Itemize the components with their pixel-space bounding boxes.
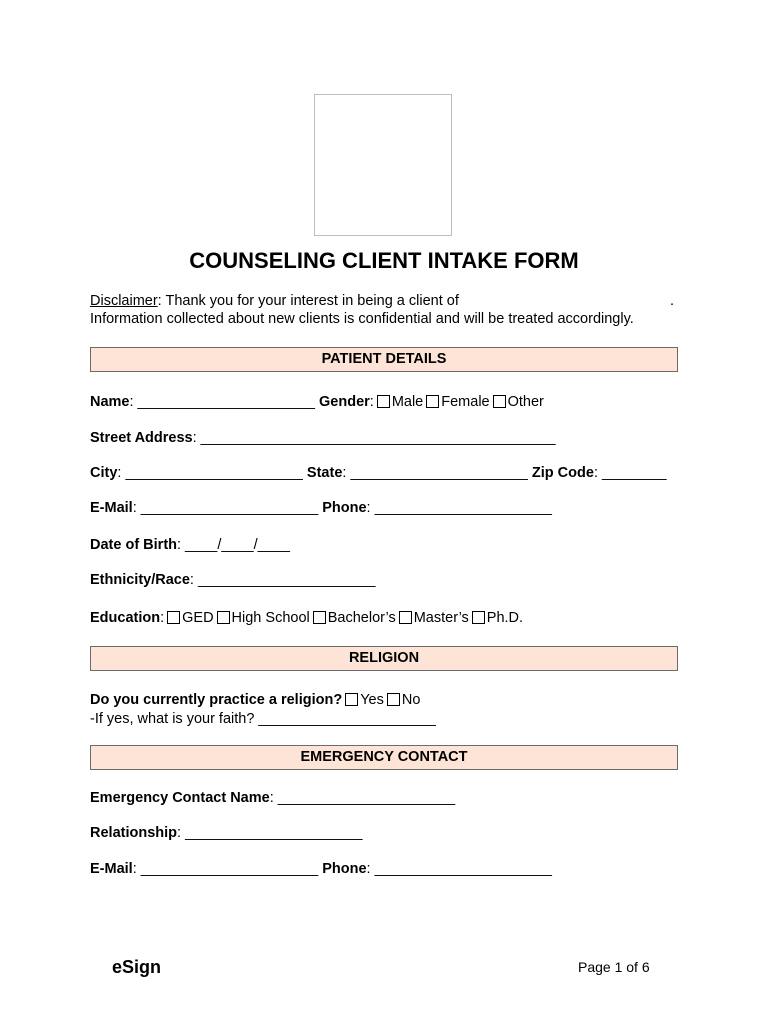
relationship-row: [90, 824, 363, 842]
email-field[interactable]: : ______________________: [132, 500, 319, 516]
email-phone-row: [90, 499, 552, 517]
zip-field[interactable]: : ________: [593, 465, 667, 481]
religion-row: Do you currently practice a religion? Yes No: [90, 692, 421, 708]
religion-yes-checkbox[interactable]: [345, 693, 358, 706]
state-field[interactable]: : ______________________: [342, 465, 528, 481]
disclaimer-line-2: Information collected about new clients is confidential and will be treated accordingly.: [90, 311, 634, 327]
name-label: Name: [90, 394, 130, 410]
education-highschool-checkbox[interactable]: [217, 611, 230, 624]
education-bachelors-checkbox[interactable]: [313, 611, 326, 624]
name-field[interactable]: : ______________________: [129, 394, 315, 410]
page-number: Page 1 of 6: [578, 959, 650, 975]
gender-female-checkbox[interactable]: [426, 395, 439, 408]
email-label: E-Mail: [90, 500, 133, 516]
religion-question: Do you currently practice a religion?: [90, 692, 343, 708]
ec-name-label: Emergency Contact Name: [90, 790, 270, 806]
faith-field[interactable]: -If yes, what is your faith? ______________________: [90, 711, 436, 727]
education-phd-checkbox[interactable]: [472, 611, 485, 624]
street-field[interactable]: : ____________________________________________: [192, 430, 556, 446]
disclaimer-period: .: [670, 293, 675, 309]
phone-field[interactable]: : ______________________: [366, 500, 553, 516]
street-label: Street Address: [90, 430, 193, 446]
ethnicity-label: Ethnicity/Race: [90, 572, 190, 588]
name-gender-row: Name: ______________________ Gender: Male Female Other: [90, 394, 544, 410]
ec-name-field[interactable]: : ______________________: [269, 790, 456, 806]
dob-row: [90, 536, 290, 554]
disclaimer-line-1: Disclaimer: Thank you for your interest in being a client of: [90, 293, 459, 309]
section-patient-details: PATIENT DETAILS: [90, 347, 678, 372]
disclaimer-label: Disclaimer: [90, 293, 158, 309]
ethnicity-row: [90, 571, 375, 589]
esign-logo: eSign: [112, 957, 162, 977]
city-state-zip-row: [90, 464, 667, 482]
religion-no-checkbox[interactable]: [387, 693, 400, 706]
education-row: Education: GED High School Bachelor’s Master’s Ph.D.: [90, 610, 524, 626]
section-emergency-contact: EMERGENCY CONTACT: [90, 745, 678, 770]
ethnicity-field[interactable]: : ______________________: [189, 572, 376, 588]
ec-phone-label: Phone: [322, 861, 367, 877]
gender-label: Gender: [319, 394, 370, 410]
ec-email-phone-row: [90, 860, 552, 878]
education-ged-checkbox[interactable]: [167, 611, 180, 624]
gender-male-checkbox[interactable]: [377, 395, 390, 408]
education-label: Education: [90, 610, 161, 626]
dob-label: Date of Birth: [90, 537, 177, 553]
ec-email-label: E-Mail: [90, 861, 133, 877]
street-row: [90, 429, 556, 447]
ec-email-field[interactable]: : ______________________: [132, 861, 319, 877]
ec-phone-field[interactable]: : ______________________: [366, 861, 553, 877]
state-label: State: [306, 465, 343, 481]
section-religion: RELIGION: [90, 646, 678, 671]
form-title: COUNSELING CLIENT INTAKE FORM: [189, 248, 579, 273]
city-label: City: [90, 465, 118, 481]
relationship-label: Relationship: [90, 825, 178, 841]
dob-field[interactable]: : ____/____/____: [177, 537, 290, 553]
education-masters-checkbox[interactable]: [399, 611, 412, 624]
zip-label: Zip Code: [531, 465, 594, 481]
logo-placeholder: [314, 94, 452, 236]
ec-name-row: [90, 789, 455, 807]
gender-other-checkbox[interactable]: [493, 395, 506, 408]
relationship-field[interactable]: : ______________________: [177, 825, 363, 841]
city-field[interactable]: : ______________________: [117, 465, 303, 481]
phone-label: Phone: [322, 500, 367, 516]
